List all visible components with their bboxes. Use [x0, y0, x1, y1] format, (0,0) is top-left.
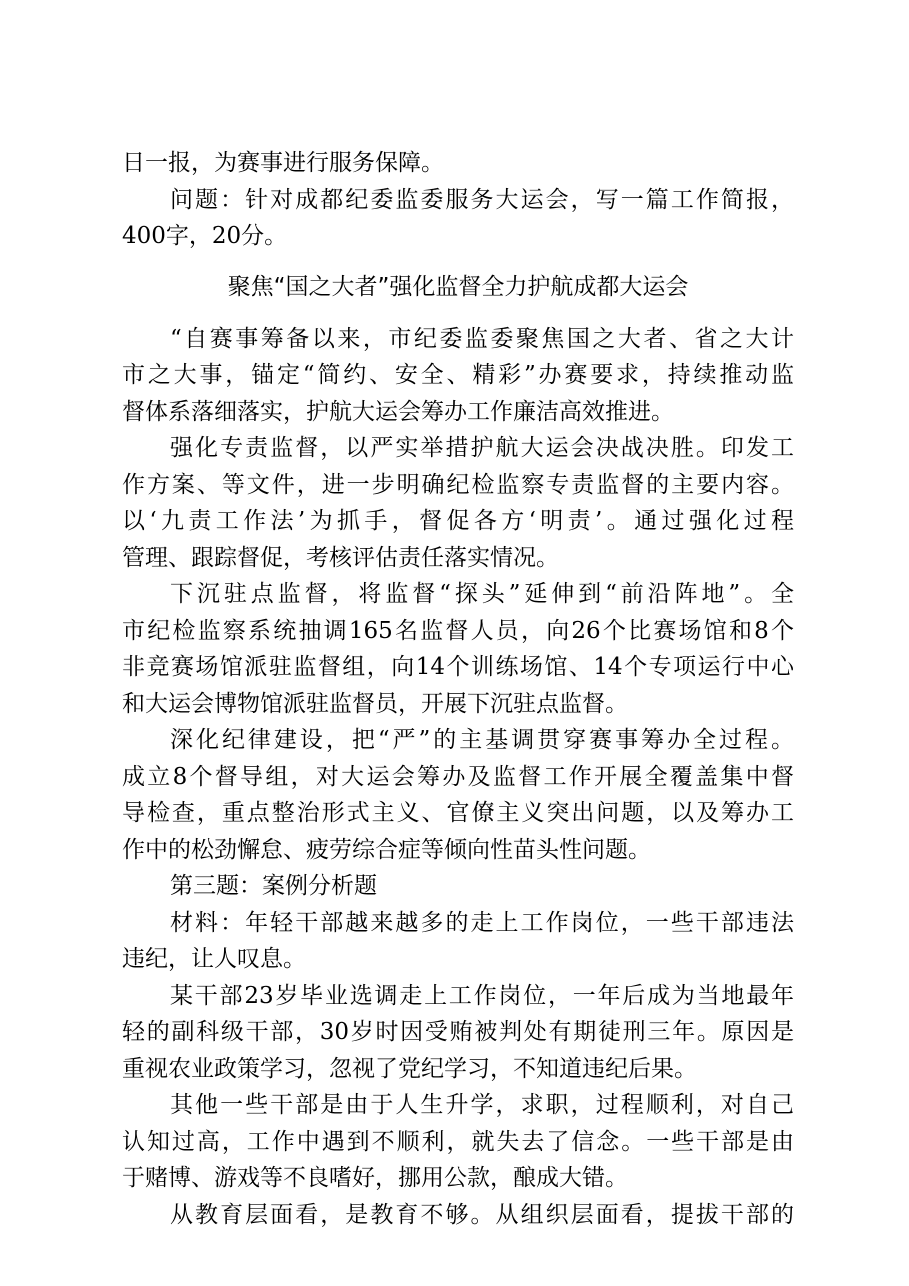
intro-line: 日一报，为赛事进行服务保障。	[122, 150, 444, 176]
body-line: 违纪，让人叹息。	[122, 946, 306, 972]
article-title: 聚焦“国之大者”强化监督全力护航成都大运会	[227, 273, 689, 300]
body-line: 其他一些干部是由于人生升学，求职，过程顺利，对自己	[170, 1092, 794, 1118]
body-line: 材料：年轻干部越来越多的走上工作岗位，一些干部违法	[170, 909, 794, 936]
body-line: 于赌博、游戏等不良嗜好，挪用公款，酿成大错。	[122, 1165, 628, 1191]
body-line: 和大运会博物馆派驻监督员，开展下沉驻点监督。	[122, 690, 628, 717]
body-line: 从教育层面看，是教育不够。从组织层面看，提拔干部的	[170, 1201, 794, 1228]
body-line: 成立8个督导组，对大运会筹办及监督工作开展全覆盖集中督	[122, 763, 794, 790]
body-line: 管理、跟踪督促，考核评估责任落实情况。	[122, 544, 559, 571]
body-line: 非竞赛场馆派驻监督组，向14个训练场馆、14个专项运行中心	[122, 654, 794, 680]
body-line: 作方案、等文件，进一步明确纪检监察专责监督的主要内容。	[122, 471, 794, 498]
body-line: 深化纪律建设，把“严”的主基调贯穿赛事筹办全过程。	[170, 727, 794, 753]
body-line: 下沉驻点监督，将监督“探头”延伸到“前沿阵地”。全	[170, 581, 794, 607]
intro-line: 问题：针对成都纪委监委服务大运会，写一篇工作简报，	[170, 186, 794, 213]
body-line: 重视农业政策学习，忽视了党纪学习，不知道违纪后果。	[122, 1055, 697, 1082]
body-line: 轻的副科级干部，30岁时因受贿被判处有期徒刑三年。原因是	[122, 1019, 794, 1045]
body-line: 认知过高，工作中遇到不顺利，就失去了信念。一些干部是由	[122, 1128, 794, 1155]
body-line: 市纪检监察系统抽调165名监督人员，向26个比赛场馆和8个	[122, 617, 794, 644]
body-line: 市之大事，锚定“简约、安全、精彩”办赛要求，持续推动监	[122, 362, 794, 388]
section-heading: 第三题：案例分析题	[170, 873, 377, 899]
body-line: 督体系落细落实，护航大运会筹办工作廉洁高效推进。	[122, 398, 674, 425]
body-line: 强化专责监督，以严实举措护航大运会决战决胜。印发工	[170, 435, 794, 461]
intro-line: 400字，20分。	[122, 223, 288, 249]
body-line: 某干部23岁毕业选调走上工作岗位，一年后成为当地最年	[170, 982, 794, 1009]
body-line: 导检查，重点整治形式主义、官僚主义突出问题，以及筹办工	[122, 800, 794, 826]
body-line: 作中的松劲懈怠、疲劳综合症等倾向性苗头性问题。	[122, 836, 651, 863]
body-line: 以‘九责工作法’为抓手，督促各方‘明责’。通过强化过程	[122, 508, 794, 534]
document-content	[122, 145, 794, 1233]
body-line: “自赛事筹备以来，市纪委监委聚焦国之大者、省之大计	[170, 325, 794, 352]
